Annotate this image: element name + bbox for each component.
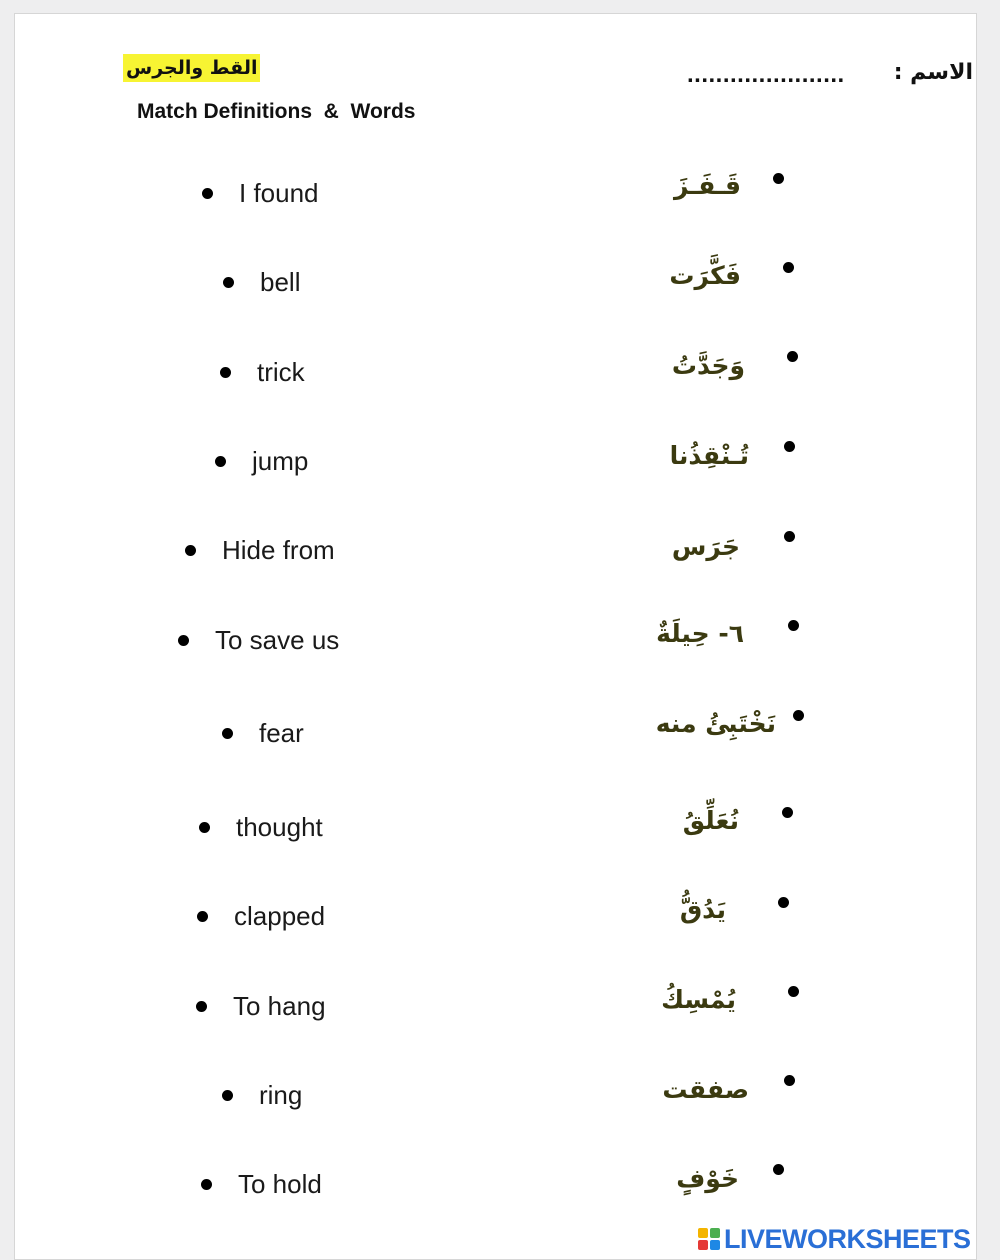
match-dot[interactable] — [782, 807, 793, 818]
worksheet-page — [14, 13, 977, 1260]
english-word-item[interactable] — [197, 896, 325, 936]
english-word: To hold — [238, 1168, 322, 1199]
match-dot[interactable] — [773, 173, 784, 184]
match-dot[interactable] — [788, 620, 799, 631]
match-dot[interactable] — [788, 986, 799, 997]
name-blank[interactable]: ...................... — [687, 61, 845, 88]
match-dot[interactable] — [223, 277, 234, 288]
match-dot[interactable] — [773, 1164, 784, 1175]
worksheet-title: القط والجرس — [123, 54, 260, 82]
student-name-field[interactable] — [687, 56, 977, 90]
english-word-item[interactable] — [222, 713, 304, 753]
arabic-word: صفقت — [662, 1075, 749, 1104]
logo-square — [698, 1240, 708, 1250]
english-word: Hide from — [222, 534, 335, 565]
english-word-item[interactable] — [199, 807, 323, 847]
arabic-word: يَدُقُّ — [679, 895, 726, 924]
match-dot[interactable] — [778, 897, 789, 908]
english-word: jump — [252, 445, 309, 476]
english-word-item[interactable] — [185, 530, 335, 570]
logo-square — [698, 1228, 708, 1238]
match-dot[interactable] — [199, 822, 210, 833]
english-word-item[interactable] — [223, 262, 300, 302]
match-dot[interactable] — [201, 1179, 212, 1190]
english-word: bell — [260, 266, 301, 297]
logo-square — [710, 1228, 720, 1238]
english-word: trick — [257, 356, 305, 387]
arabic-word: نَخْتَبِئُ منه — [655, 709, 776, 738]
match-dot[interactable] — [784, 441, 795, 452]
match-dot[interactable] — [178, 635, 189, 646]
arabic-word: نُعَلِّقُ — [682, 806, 739, 835]
name-label: الاسم : — [893, 60, 973, 85]
english-word: I found — [239, 177, 319, 208]
liveworksheets-brand[interactable] — [698, 1224, 971, 1254]
match-dot[interactable] — [222, 728, 233, 739]
english-word: clapped — [234, 900, 326, 931]
match-dot[interactable] — [222, 1090, 233, 1101]
arabic-word: ٦- حِيلَةٌ — [656, 619, 744, 648]
instructions-heading: Match Definitions & Words — [137, 100, 416, 123]
arabic-word: جَرَس — [671, 532, 740, 561]
english-word-item[interactable] — [178, 620, 339, 660]
english-word-item[interactable] — [215, 441, 308, 481]
english-word-item[interactable] — [196, 986, 326, 1026]
match-dot[interactable] — [787, 351, 798, 362]
match-dot[interactable] — [220, 367, 231, 378]
match-dot[interactable] — [784, 531, 795, 542]
liveworksheets-logo-icon — [698, 1228, 720, 1250]
english-word: thought — [236, 811, 323, 842]
match-dot[interactable] — [196, 1001, 207, 1012]
arabic-word: قَـفَـزَ — [673, 171, 741, 200]
english-word: To hang — [233, 990, 326, 1021]
match-dot[interactable] — [185, 545, 196, 556]
match-dot[interactable] — [783, 262, 794, 273]
arabic-word: فَكَّرَت — [669, 261, 741, 290]
arabic-word: وَجَدَّتُ — [671, 351, 745, 380]
english-word: fear — [259, 717, 304, 748]
match-dot[interactable] — [784, 1075, 795, 1086]
english-word-item[interactable] — [222, 1075, 302, 1115]
match-dot[interactable] — [793, 710, 804, 721]
match-dot[interactable] — [197, 911, 208, 922]
match-dot[interactable] — [202, 188, 213, 199]
english-word: To save us — [215, 624, 340, 655]
arabic-word: يُمْسِكُ — [661, 985, 736, 1014]
english-word-item[interactable] — [202, 173, 319, 213]
english-word-item[interactable] — [201, 1164, 322, 1204]
english-word: ring — [259, 1079, 303, 1110]
logo-square — [710, 1240, 720, 1250]
brand-text: LIVEWORKSHEETS — [724, 1223, 971, 1254]
match-dot[interactable] — [215, 456, 226, 467]
arabic-word: خَوْفٍ — [676, 1164, 739, 1193]
arabic-word: تُـنْقِذُنا — [669, 441, 749, 470]
english-word-item[interactable] — [220, 352, 305, 392]
